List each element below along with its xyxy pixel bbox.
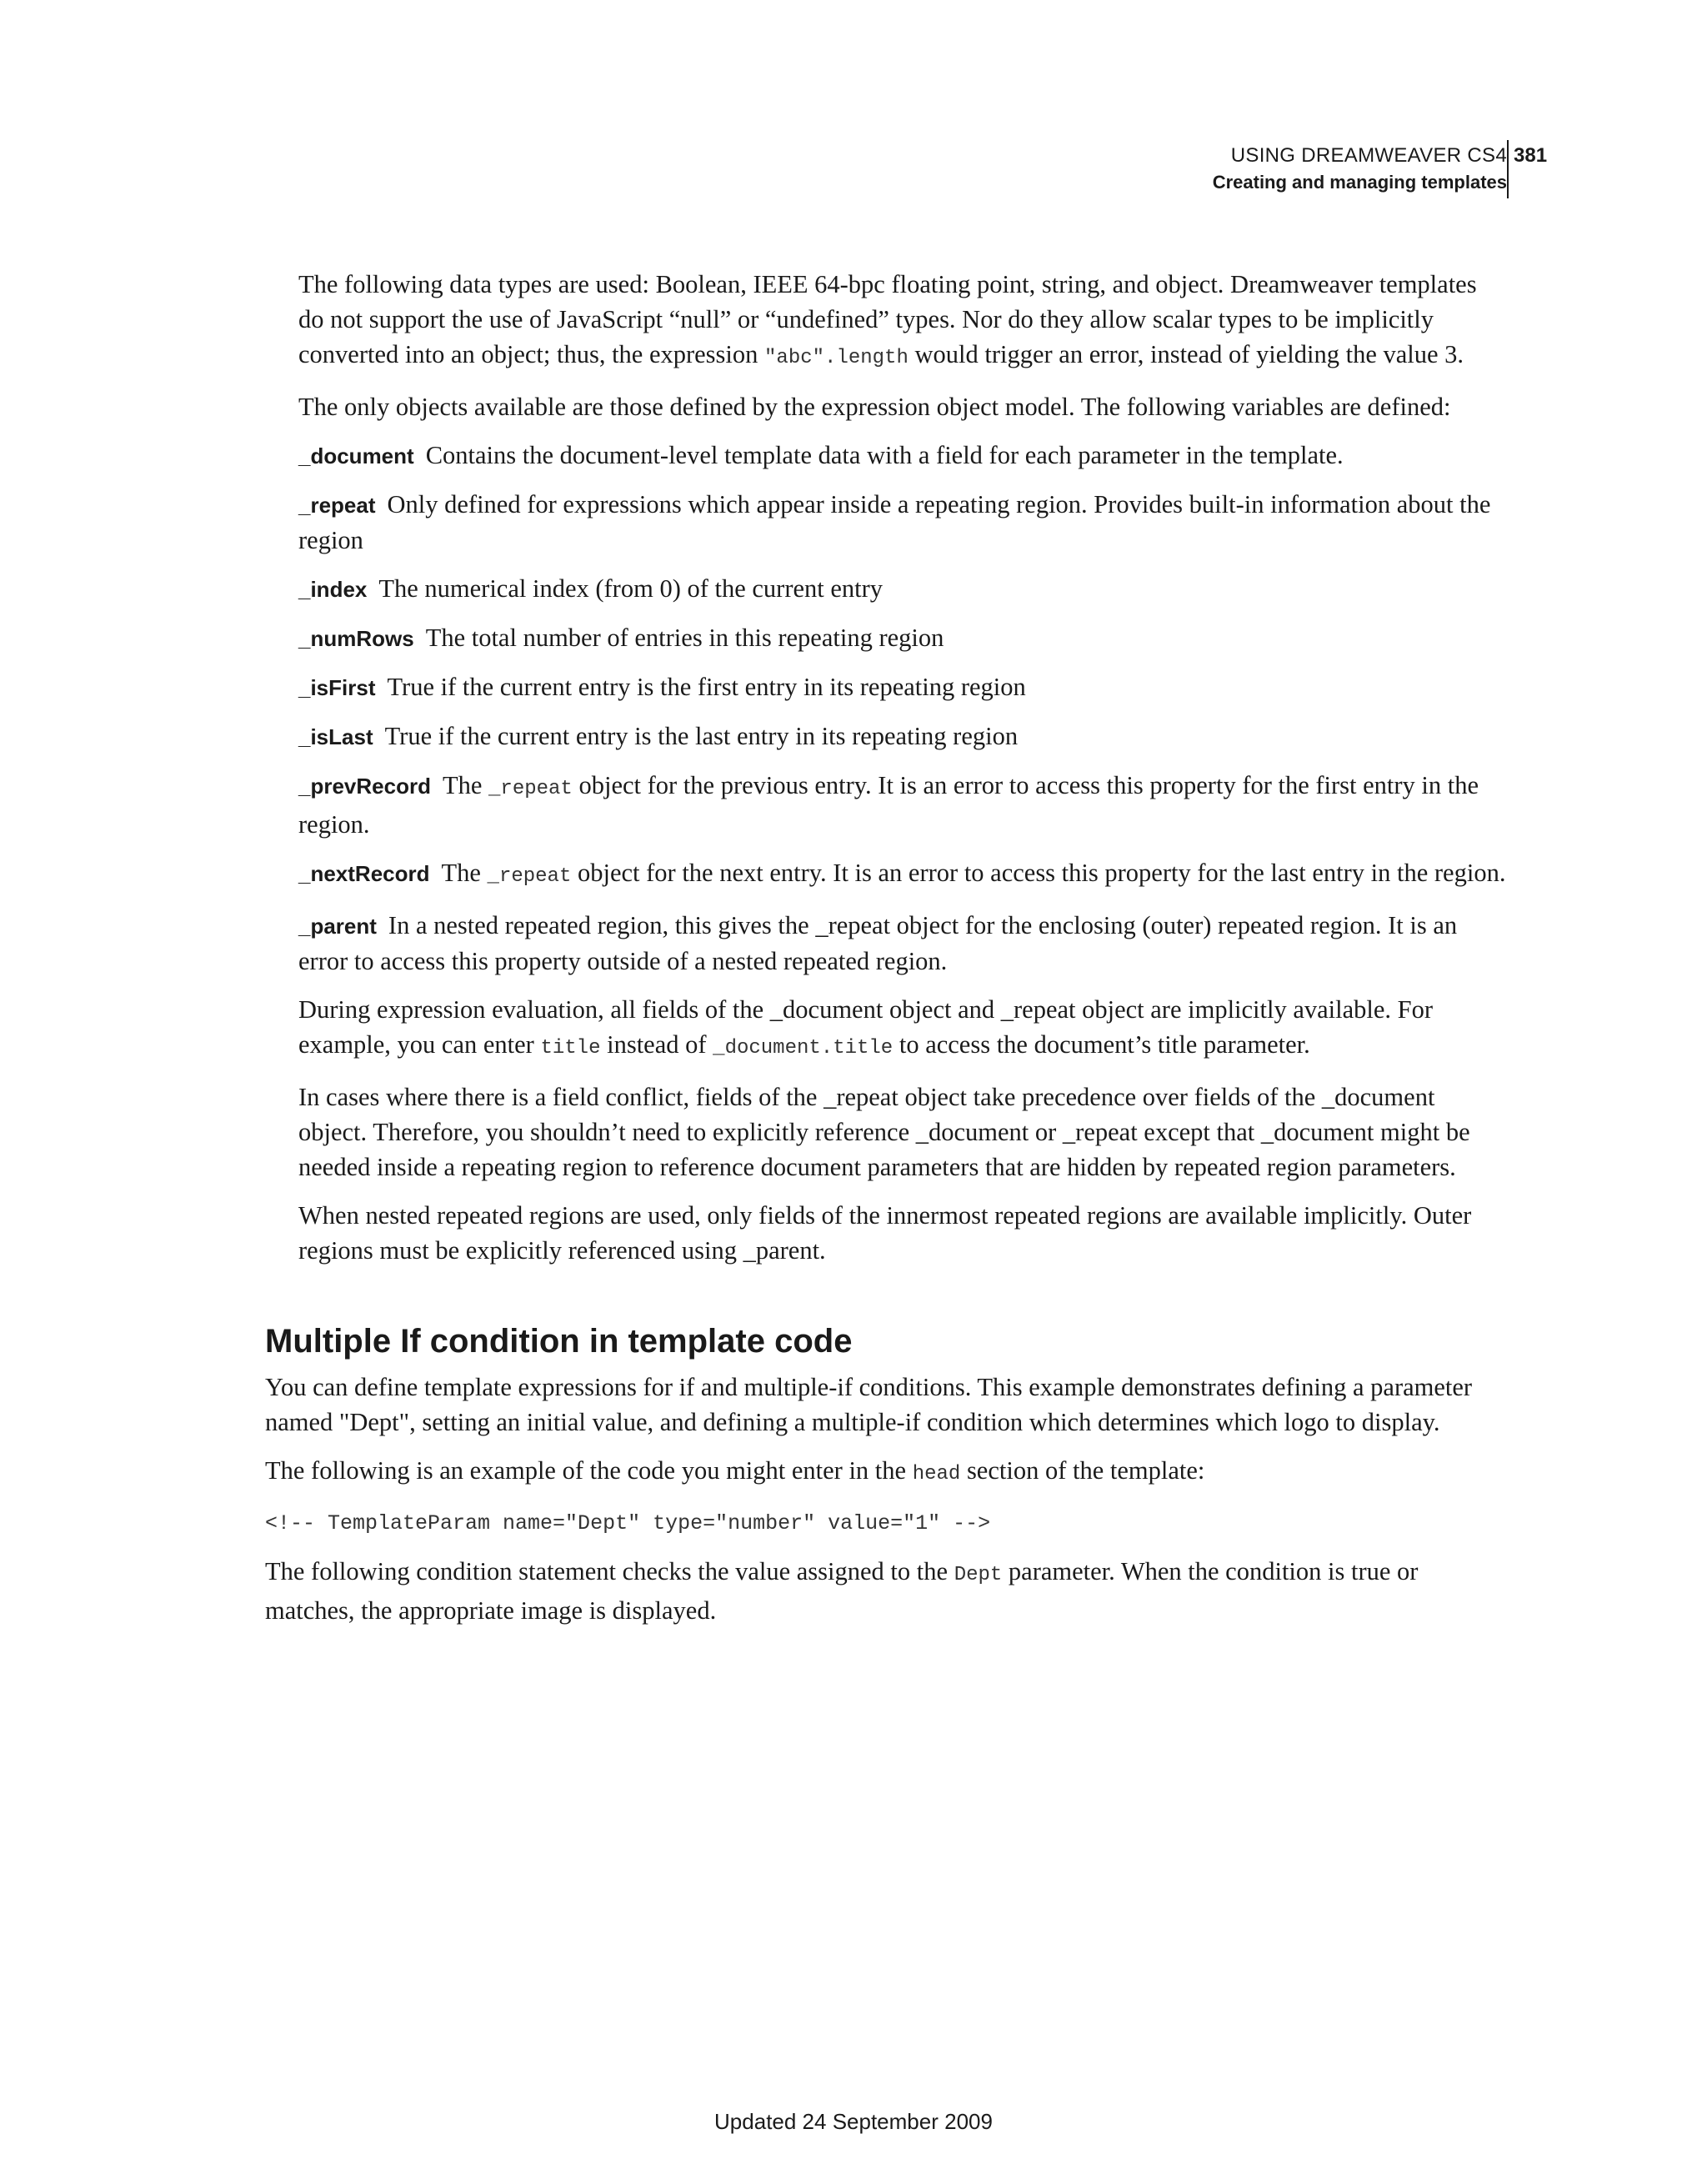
paragraph-text: During expression evaluation, all fields of the _document object and _repeat object are implicitly available. For example, you can enter [298, 995, 1434, 1059]
definition-text: True if the current entry is the last entry in its repeating region [384, 722, 1019, 750]
definition-text: Only defined for expressions which appear inside a repeating region. Provides built-in information about the region [298, 490, 1491, 554]
definition-text: True if the current entry is the first entry in its repeating region [387, 673, 1026, 701]
definition-text: The [442, 771, 489, 799]
paragraph-field-conflict: In cases where there is a field conflict, fields of the _repeat object take precedence over fields of the _document object. Therefore, you shouldn’t need to explicitly reference _document or _repeat except that _document might be needed inside a repeating region to reference document parameters that are hidden by repeated region parameters. [298, 1083, 1470, 1181]
definition-text: The numerical index (from 0) of the current entry [378, 574, 884, 603]
definition-term: _index [298, 577, 368, 602]
paragraph-text: The following condition statement checks the value assigned to the [265, 1557, 954, 1585]
definition-text: The [441, 859, 488, 887]
inline-code: head [912, 1463, 961, 1485]
definition-text: In a nested repeated region, this gives the _repeat object for the enclosing (outer) repeated region. It is an error to access this property outside of a nested repeated region. [298, 911, 1458, 975]
definition-text: The total number of entries in this repeating region [425, 624, 944, 652]
definition-term: _isFirst [298, 675, 376, 700]
paragraph-condition [265, 1554, 1507, 1628]
definition-term: _document [298, 443, 414, 468]
paragraph-text: The following data types are used: Boolean, IEEE 64-bpc floating point, string, and object. Dreamweaver templates do not support the use of JavaScript “null” or “undefined” types. Nor do they allow scalar types to be implicitly converted into an object; thus, the expression [298, 270, 1477, 368]
inline-code: title [540, 1037, 601, 1059]
definition-item [298, 487, 1507, 558]
definition-term: _parent [298, 914, 377, 939]
definition-item [298, 438, 1507, 473]
paragraph-section-intro: You can define template expressions for if and multiple-if conditions. This example demonstrates defining a parameter named "Dept", setting an initial value, and defining a multiple-if condition which determines which logo to display. [265, 1373, 1473, 1436]
paragraph-text: section of the template: [960, 1456, 1205, 1485]
definition-item [298, 908, 1507, 979]
chapter-title: Creating and managing templates [1212, 172, 1507, 193]
code-example: <!-- TemplateParam name="Dept" type="number" value="1" --> [265, 1511, 991, 1535]
definition-term: _repeat [298, 493, 376, 518]
definition-term: _numRows [298, 626, 414, 651]
inline-code: Dept [954, 1564, 1003, 1586]
header-divider [1507, 140, 1509, 198]
page-body [0, 267, 1707, 1628]
inline-code: _document.title [713, 1037, 894, 1059]
paragraph-text: instead of [600, 1030, 713, 1059]
definition-item [298, 768, 1507, 842]
paragraph-objects: The only objects available are those defined by the expression object model. The following variables are defined: [298, 393, 1451, 421]
definition-item [298, 719, 1507, 754]
paragraph-nested-regions: When nested repeated regions are used, only fields of the innermost repeated regions are available implicitly. Outer regions must be explicitly referenced using _parent. [298, 1201, 1472, 1265]
footer-updated: Updated 24 September 2009 [714, 2109, 993, 2134]
inline-code: "abc".length [764, 347, 909, 369]
paragraph-text: to access the document’s title parameter. [893, 1030, 1310, 1059]
paragraph-evaluation [298, 992, 1507, 1066]
definition-term: _isLast [298, 724, 373, 749]
paragraph-head-example [265, 1453, 1507, 1492]
definition-item [298, 620, 1507, 656]
definition-item [298, 855, 1507, 894]
definition-text: object for the next entry. It is an error to access this property for the last entry in the region. [571, 859, 1506, 887]
definition-text: object for the previous entry. It is an error to access this property for the first entry in the region. [298, 771, 1479, 839]
paragraph-data-types [298, 267, 1507, 376]
definition-item [298, 669, 1507, 705]
paragraph-text: The following is an example of the code you might enter in the [265, 1456, 913, 1485]
paragraph-text: parameter. When the condition is true or matches, the appropriate image is displayed. [265, 1557, 1419, 1625]
paragraph-text: would trigger an error, instead of yielding the value 3. [908, 340, 1464, 368]
definition-term: _prevRecord [298, 774, 431, 799]
running-head [1213, 142, 1507, 195]
definition-term: _nextRecord [298, 861, 430, 886]
inline-code: _repeat [487, 865, 572, 888]
inline-code: _repeat [488, 778, 573, 800]
section-heading: Multiple If condition in template code [265, 1323, 853, 1360]
page-number: 381 [1514, 144, 1548, 167]
definition-text: Contains the document-level template data with a field for each parameter in the template. [425, 441, 1344, 469]
book-title: USING DREAMWEAVER CS4 [1230, 144, 1507, 167]
definition-item [298, 571, 1507, 607]
